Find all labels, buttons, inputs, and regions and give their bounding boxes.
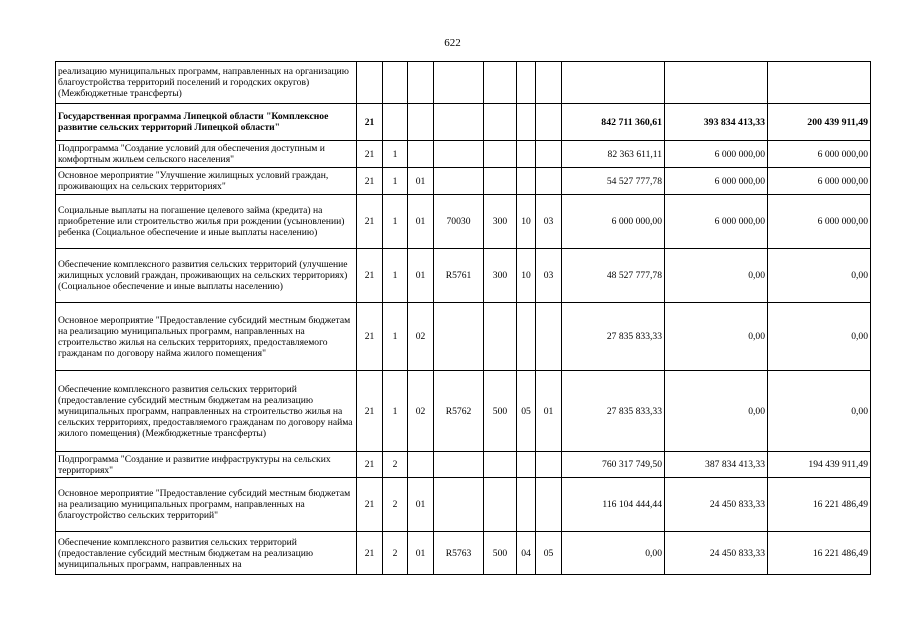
- subprogram-code: 1: [383, 303, 408, 371]
- amount-3: 16 221 486,49: [768, 532, 871, 575]
- subsection-code: [536, 452, 562, 478]
- table-row: [56, 249, 871, 303]
- table-row: [56, 62, 871, 104]
- subsection-code: 05: [536, 532, 562, 575]
- gp-code: 21: [357, 195, 383, 249]
- amount-1: 116 104 444,44: [562, 478, 665, 532]
- amount-3: 6 000 000,00: [768, 168, 871, 195]
- subprogram-code: 2: [383, 478, 408, 532]
- table-row: [56, 303, 871, 371]
- table-row: [56, 532, 871, 575]
- subprogram-code: 1: [383, 249, 408, 303]
- amount-1: 82 363 611,11: [562, 141, 665, 168]
- amount-1: [562, 62, 665, 104]
- subprogram-code: 1: [383, 141, 408, 168]
- gp-code: 21: [357, 168, 383, 195]
- subprogram-code: 1: [383, 168, 408, 195]
- subsection-code: [536, 168, 562, 195]
- target-article-code: [434, 303, 484, 371]
- amount-3: 0,00: [768, 249, 871, 303]
- activity-code: 01: [408, 249, 434, 303]
- row-name: Обеспечение комплексного развития сельских территорий (предоставление субсидий местным бюджетам на реализацию муниципальных программ, направленных на строительство жилья на сельских территориях, предоставляемого гражданам по договору найма жилого помещения) (Межбюджетные трансферты): [56, 371, 357, 452]
- subprogram-code: [383, 62, 408, 104]
- amount-2: 24 450 833,33: [665, 532, 768, 575]
- amount-3: 16 221 486,49: [768, 478, 871, 532]
- row-name: Основное мероприятие "Улучшение жилищных условий граждан, проживающих на сельских территориях": [56, 168, 357, 195]
- subsection-code: 03: [536, 249, 562, 303]
- section-code: [517, 452, 536, 478]
- subsection-code: [536, 478, 562, 532]
- amount-2: 393 834 413,33: [665, 104, 768, 141]
- section-code: [517, 104, 536, 141]
- page-number: 622: [444, 37, 461, 49]
- activity-code: [408, 62, 434, 104]
- expense-type-code: 300: [484, 249, 517, 303]
- expense-type-code: [484, 168, 517, 195]
- amount-2: 6 000 000,00: [665, 168, 768, 195]
- subprogram-code: 1: [383, 195, 408, 249]
- activity-code: 01: [408, 532, 434, 575]
- target-article-code: [434, 168, 484, 195]
- subprogram-code: 1: [383, 371, 408, 452]
- row-name: Обеспечение комплексного развития сельских территорий (улучшение жилищных условий граждан, проживающих на сельских территориях) (Социальное обеспечение и иные выплаты населению): [56, 249, 357, 303]
- amount-2: 0,00: [665, 249, 768, 303]
- gp-code: 21: [357, 249, 383, 303]
- expense-type-code: 300: [484, 195, 517, 249]
- section-code: 04: [517, 532, 536, 575]
- gp-code: 21: [357, 104, 383, 141]
- amount-1: 48 527 777,78: [562, 249, 665, 303]
- amount-2: 387 834 413,33: [665, 452, 768, 478]
- table-row: [56, 168, 871, 195]
- section-code: [517, 478, 536, 532]
- table-row: [56, 104, 871, 141]
- amount-3: 0,00: [768, 371, 871, 452]
- amount-2: 6 000 000,00: [665, 141, 768, 168]
- gp-code: 21: [357, 452, 383, 478]
- row-name: Государственная программа Липецкой области "Комплексное развитие сельских территорий Липецкой области": [56, 104, 357, 141]
- subprogram-code: 2: [383, 452, 408, 478]
- expense-type-code: [484, 478, 517, 532]
- amount-3: [768, 62, 871, 104]
- target-article-code: [434, 62, 484, 104]
- expense-type-code: [484, 141, 517, 168]
- amount-1: 842 711 360,61: [562, 104, 665, 141]
- expense-type-code: [484, 303, 517, 371]
- activity-code: 02: [408, 303, 434, 371]
- row-name: реализацию муниципальных программ, направленных на организацию благоустройства территорий поселений и городских округов) (Межбюджетные трансферты): [56, 62, 357, 104]
- row-name: Социальные выплаты на погашение целевого займа (кредита) на приобретение или строительство жилья при рождении (усыновлении) ребенка (Социальное обеспечение и иные выплаты населению): [56, 195, 357, 249]
- table-row: [56, 141, 871, 168]
- subsection-code: [536, 62, 562, 104]
- gp-code: 21: [357, 371, 383, 452]
- gp-code: 21: [357, 141, 383, 168]
- table-row: [56, 371, 871, 452]
- subsection-code: [536, 303, 562, 371]
- gp-code: 21: [357, 478, 383, 532]
- subsection-code: [536, 104, 562, 141]
- row-name: Обеспечение комплексного развития сельских территорий (предоставление субсидий местным бюджетам на реализацию муниципальных программ, направленных на: [56, 532, 357, 575]
- expense-type-code: 500: [484, 371, 517, 452]
- amount-2: 24 450 833,33: [665, 478, 768, 532]
- target-article-code: R5763: [434, 532, 484, 575]
- subsection-code: [536, 141, 562, 168]
- amount-1: 27 835 833,33: [562, 303, 665, 371]
- subprogram-code: 2: [383, 532, 408, 575]
- amount-3: 194 439 911,49: [768, 452, 871, 478]
- target-article-code: [434, 452, 484, 478]
- activity-code: [408, 104, 434, 141]
- row-name: Подпрограмма "Создание условий для обеспечения доступным и комфортным жильем сельского населения": [56, 141, 357, 168]
- amount-1: 760 317 749,50: [562, 452, 665, 478]
- amount-2: 6 000 000,00: [665, 195, 768, 249]
- amount-3: 6 000 000,00: [768, 195, 871, 249]
- target-article-code: R5762: [434, 371, 484, 452]
- amount-3: 0,00: [768, 303, 871, 371]
- section-code: [517, 303, 536, 371]
- section-code: 10: [517, 249, 536, 303]
- activity-code: 01: [408, 195, 434, 249]
- amount-1: 27 835 833,33: [562, 371, 665, 452]
- table-body: [56, 62, 871, 575]
- target-article-code: [434, 104, 484, 141]
- subprogram-code: [383, 104, 408, 141]
- section-code: [517, 168, 536, 195]
- section-code: 10: [517, 195, 536, 249]
- subsection-code: 03: [536, 195, 562, 249]
- subsection-code: 01: [536, 371, 562, 452]
- budget-table: [55, 61, 871, 575]
- target-article-code: [434, 478, 484, 532]
- section-code: [517, 141, 536, 168]
- table-row: [56, 195, 871, 249]
- expense-type-code: [484, 452, 517, 478]
- activity-code: 01: [408, 478, 434, 532]
- activity-code: [408, 141, 434, 168]
- section-code: [517, 62, 536, 104]
- target-article-code: [434, 141, 484, 168]
- expense-type-code: [484, 62, 517, 104]
- activity-code: [408, 452, 434, 478]
- amount-1: 54 527 777,78: [562, 168, 665, 195]
- amount-2: [665, 62, 768, 104]
- row-name: Подпрограмма "Создание и развитие инфраструктуры на сельских территориях": [56, 452, 357, 478]
- table-row: [56, 478, 871, 532]
- amount-1: 0,00: [562, 532, 665, 575]
- gp-code: 21: [357, 303, 383, 371]
- target-article-code: 70030: [434, 195, 484, 249]
- table-row: [56, 452, 871, 478]
- amount-1: 6 000 000,00: [562, 195, 665, 249]
- activity-code: 02: [408, 371, 434, 452]
- target-article-code: R5761: [434, 249, 484, 303]
- amount-2: 0,00: [665, 303, 768, 371]
- row-name: Основное мероприятие "Предоставление субсидий местным бюджетам на реализацию муниципальных программ, направленных на строительство жилья на сельских территориях, предоставляемого гражданам по договору найма жилого помещения": [56, 303, 357, 371]
- amount-3: 200 439 911,49: [768, 104, 871, 141]
- gp-code: 21: [357, 532, 383, 575]
- row-name: Основное мероприятие "Предоставление субсидий местным бюджетам на реализацию муниципальных программ, направленных на благоустройство сельских территорий": [56, 478, 357, 532]
- expense-type-code: [484, 104, 517, 141]
- amount-2: 0,00: [665, 371, 768, 452]
- section-code: 05: [517, 371, 536, 452]
- gp-code: [357, 62, 383, 104]
- expense-type-code: 500: [484, 532, 517, 575]
- activity-code: 01: [408, 168, 434, 195]
- amount-3: 6 000 000,00: [768, 141, 871, 168]
